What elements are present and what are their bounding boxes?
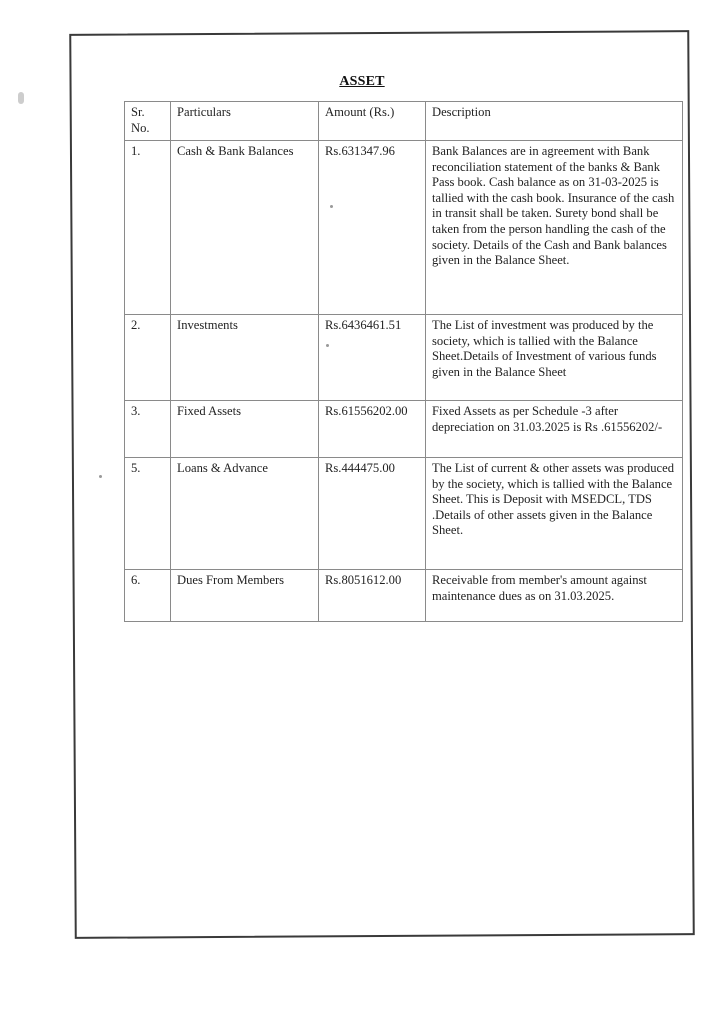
row-amount: Rs.8051612.00 — [319, 570, 426, 622]
row-amount: Rs.631347.96 — [319, 141, 426, 315]
row-particulars: Investments — [171, 315, 319, 401]
table-row — [125, 570, 683, 622]
header-description: Description — [426, 102, 683, 141]
row-description: The List of investment was produced by the society, which is tallied with the Balance Sheet.Details of Investment of various funds given in the Balance Sheet — [426, 315, 683, 401]
row-sr: 3. — [125, 401, 171, 458]
row-amount: Rs.6436461.51 — [319, 315, 426, 401]
row-sr: 2. — [125, 315, 171, 401]
row-description: Fixed Assets as per Schedule -3 after depreciation on 31.03.2025 is Rs .61556202/- — [426, 401, 683, 458]
table-row — [125, 458, 683, 570]
row-sr: 6. — [125, 570, 171, 622]
page-title: ASSET — [339, 74, 385, 89]
row-description: The List of current & other assets was produced by the society, which is tallied with the Balance Sheet. This is Deposit with MSEDCL, TDS .Details of other assets given in the Balance Sheet. — [426, 458, 683, 570]
asset-table — [124, 101, 683, 622]
row-description: Receivable from member's amount against maintenance dues as on 31.03.2025. — [426, 570, 683, 622]
row-sr: 5. — [125, 458, 171, 570]
row-sr: 1. — [125, 141, 171, 315]
row-amount: Rs.444475.00 — [319, 458, 426, 570]
row-description: Bank Balances are in agreement with Bank reconciliation statement of the banks & Bank Pass book. Cash balance as on 31-03-2025 is tallied with the cash book. Insurance of the cash in transit shall be taken. Surety bond shall be taken from the person handling the cash of the society. Details of the Cash and Bank balances given in the Balance Sheet. — [426, 141, 683, 315]
table-row — [125, 141, 683, 315]
row-particulars: Fixed Assets — [171, 401, 319, 458]
header-particulars: Particulars — [171, 102, 319, 141]
scan-speck — [99, 475, 102, 478]
row-particulars: Loans & Advance — [171, 458, 319, 570]
header-amount: Amount (Rs.) — [319, 102, 426, 141]
table-row — [125, 315, 683, 401]
row-particulars: Cash & Bank Balances — [171, 141, 319, 315]
header-sr-no: Sr. No. — [125, 102, 171, 141]
table-header-row — [125, 102, 683, 141]
table-row — [125, 401, 683, 458]
scan-smudge — [18, 92, 24, 104]
row-particulars: Dues From Members — [171, 570, 319, 622]
row-amount: Rs.61556202.00 — [319, 401, 426, 458]
